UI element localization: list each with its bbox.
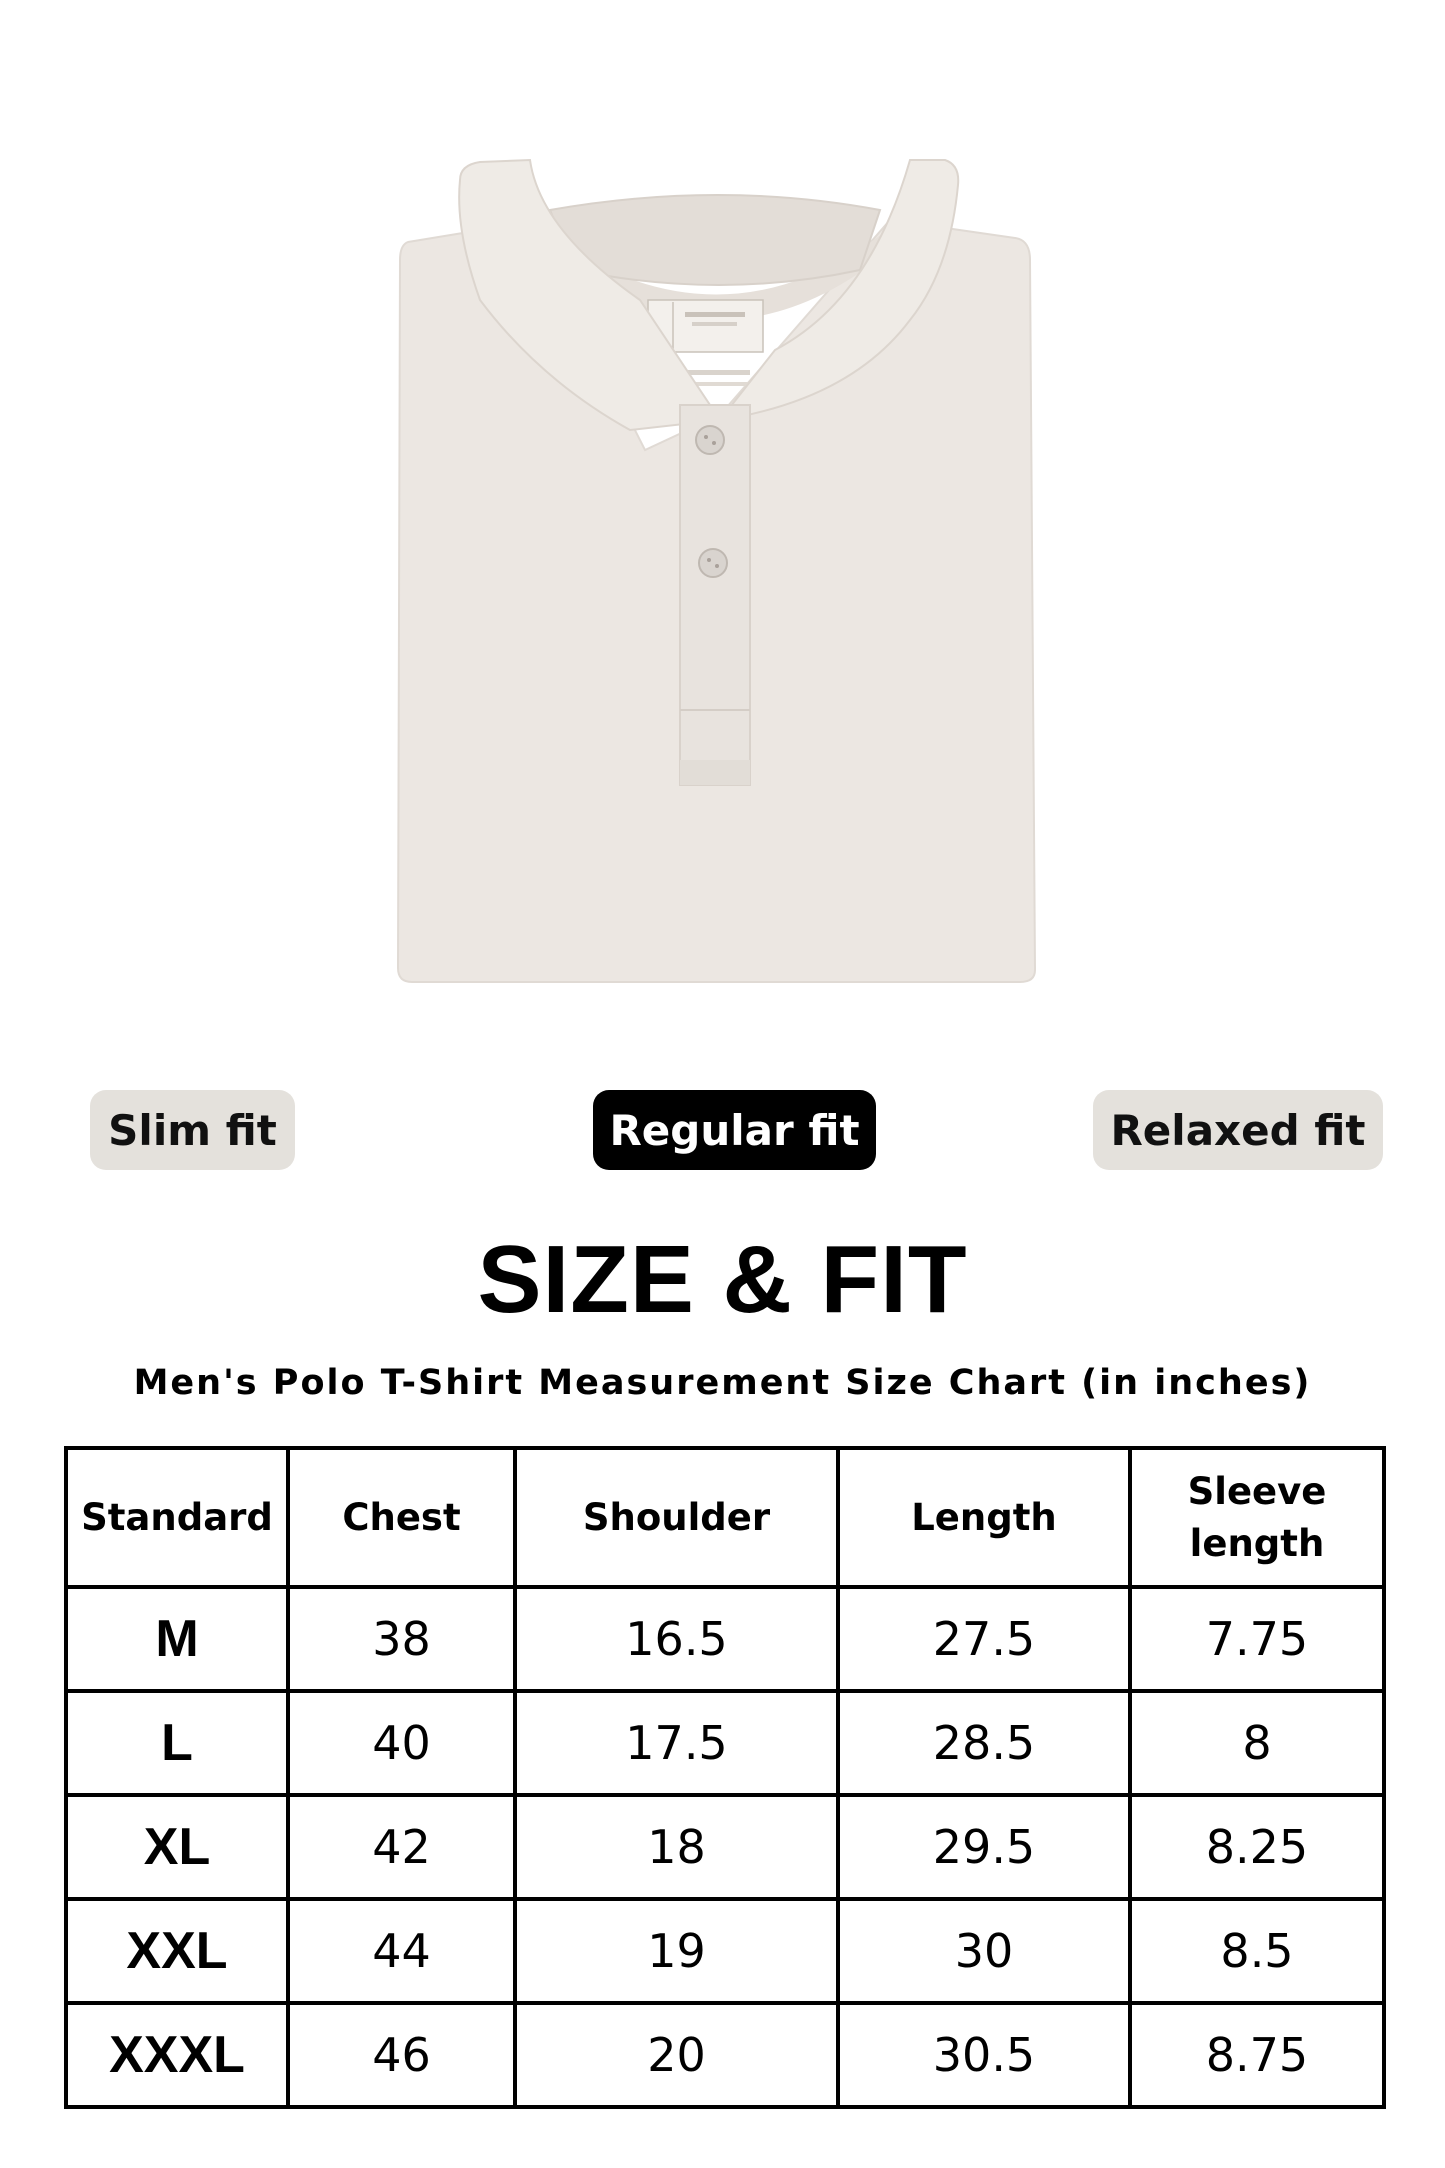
shoulder-cell: 16.5 <box>515 1587 838 1691</box>
chest-cell: 42 <box>288 1795 515 1899</box>
relaxed-fit-button[interactable]: Relaxed fit <box>1093 1090 1383 1170</box>
header-length: Length <box>838 1448 1130 1587</box>
header-sleeve-length: Sleeve length <box>1130 1448 1384 1587</box>
length-cell: 27.5 <box>838 1587 1130 1691</box>
length-cell: 28.5 <box>838 1691 1130 1795</box>
length-cell: 30 <box>838 1899 1130 2003</box>
size-cell: L <box>66 1691 288 1795</box>
table-row <box>66 1899 1384 2003</box>
table-row <box>66 1795 1384 1899</box>
size-cell: XXL <box>66 1899 288 2003</box>
chest-cell: 40 <box>288 1691 515 1795</box>
sleeve-length-cell: 8.5 <box>1130 1899 1384 2003</box>
page-title: SIZE & FIT <box>477 1226 968 1333</box>
size-cell: XL <box>66 1795 288 1899</box>
chest-cell: 44 <box>288 1899 515 2003</box>
table-row <box>66 2003 1384 2107</box>
header-shoulder: Shoulder <box>515 1448 838 1587</box>
header-chest: Chest <box>288 1448 515 1587</box>
regular-fit-button[interactable]: Regular fit <box>593 1090 876 1170</box>
slim-fit-button[interactable]: Slim fit <box>90 1090 295 1170</box>
size-cell: XXXL <box>66 2003 288 2107</box>
table-row <box>66 1691 1384 1795</box>
sleeve-length-cell: 8 <box>1130 1691 1384 1795</box>
sleeve-length-cell: 7.75 <box>1130 1587 1384 1691</box>
sleeve-length-cell: 8.25 <box>1130 1795 1384 1899</box>
length-cell: 29.5 <box>838 1795 1130 1899</box>
shoulder-cell: 19 <box>515 1899 838 2003</box>
size-chart-table <box>64 1446 1386 2109</box>
size-cell: M <box>66 1587 288 1691</box>
chart-subtitle: Men's Polo T-Shirt Measurement Size Chart (in inches) <box>133 1363 1312 1403</box>
shoulder-cell: 20 <box>515 2003 838 2107</box>
shoulder-cell: 18 <box>515 1795 838 1899</box>
sleeve-length-cell: 8.75 <box>1130 2003 1384 2107</box>
table-row <box>66 1587 1384 1691</box>
polo-shirt-image <box>390 150 1040 995</box>
header-standard: Standard <box>66 1448 288 1587</box>
chest-cell: 38 <box>288 1587 515 1691</box>
length-cell: 30.5 <box>838 2003 1130 2107</box>
table-header-row <box>66 1448 1384 1587</box>
chest-cell: 46 <box>288 2003 515 2107</box>
shoulder-cell: 17.5 <box>515 1691 838 1795</box>
